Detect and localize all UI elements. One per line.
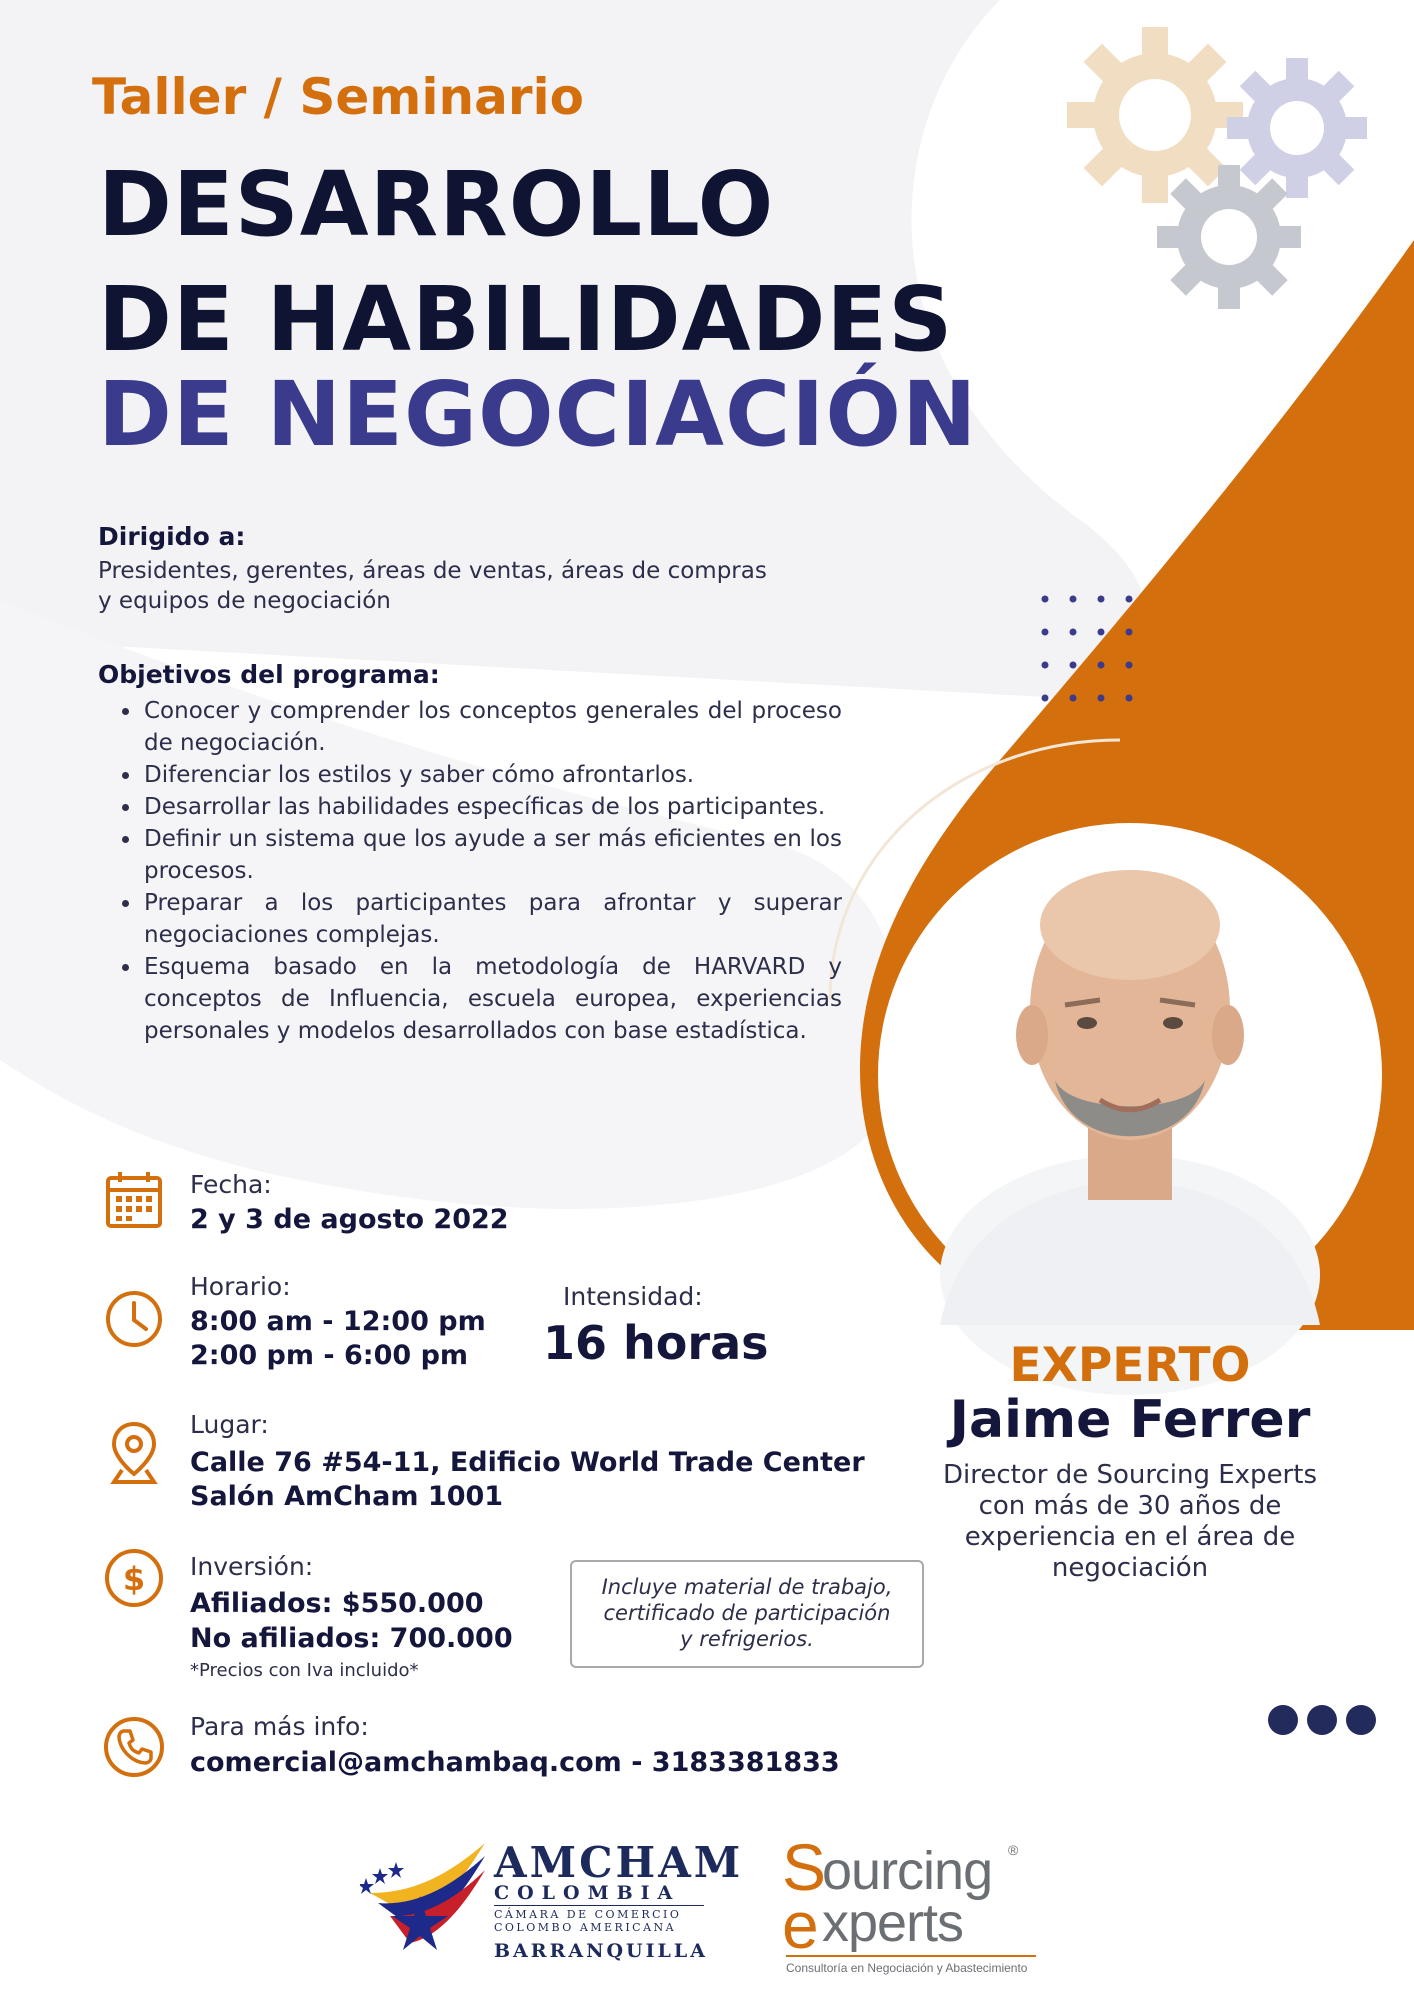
expert-desc-line-4: negociación xyxy=(1051,1553,1209,1583)
gear-icon-grey xyxy=(1157,165,1301,309)
investment-note: *Precios con Iva incluido* xyxy=(190,1660,419,1681)
amcham-sub-1: CÁMARA DE COMERCIO xyxy=(494,1908,682,1921)
expert-portrait xyxy=(878,823,1382,1395)
amcham-name: AMCHAM xyxy=(494,1838,744,1887)
amcham-city: BARRANQUILLA xyxy=(494,1940,708,1962)
date-label: Fecha: xyxy=(190,1170,272,1199)
place-line-2: Salón AmCham 1001 xyxy=(190,1481,504,1512)
audience-line-1: Presidentes, gerentes, áreas de ventas, áreas de compras xyxy=(98,558,767,584)
includes-box xyxy=(570,1560,924,1668)
svg-text:$: $ xyxy=(122,1560,146,1598)
list-item: • Definir un sistema que los ayude a ser más eficientes en los procesos. xyxy=(142,823,842,887)
sourcing-registered: ® xyxy=(1008,1842,1019,1858)
includes-line-2: certificado de participación xyxy=(603,1601,891,1625)
amcham-logo-mark xyxy=(360,1838,490,1958)
expert-desc-line-2: con más de 30 años de xyxy=(978,1491,1282,1521)
expert-desc-line-1: Director de Sourcing Experts xyxy=(943,1460,1317,1490)
calendar-icon xyxy=(102,1168,166,1232)
title-line-3: DE NEGOCIACIÓN xyxy=(98,362,978,466)
svg-text:S: S xyxy=(782,1836,827,1904)
dollar-icon xyxy=(102,1546,166,1610)
sourcing-word: ourcing xyxy=(822,1841,993,1901)
includes-line-3: y refrigerios. xyxy=(680,1627,814,1651)
title-line-1: DESARROLLO xyxy=(98,152,775,256)
list-item: • Preparar a los participantes para afrontar y superar negociaciones complejas. xyxy=(142,887,842,951)
schedule-line-2: 2:00 pm - 6:00 pm xyxy=(190,1340,469,1371)
sourcing-divider xyxy=(786,1955,1036,1957)
place-label: Lugar: xyxy=(190,1410,269,1439)
location-pin-icon xyxy=(102,1420,166,1484)
list-item: • Diferenciar los estilos y saber cómo afrontarlos. xyxy=(142,759,842,791)
place-line-1: Calle 76 #54-11, Edificio World Trade Center xyxy=(190,1447,865,1478)
svg-text:e: e xyxy=(782,1888,819,1956)
intensity-label: Intensidad: xyxy=(563,1282,703,1311)
clock-icon xyxy=(102,1287,166,1351)
expert-name: Jaime Ferrer xyxy=(949,1390,1311,1450)
gear-icon-orange xyxy=(1067,27,1243,203)
date-value: 2 y 3 de agosto 2022 xyxy=(190,1204,509,1235)
list-item: • Conocer y comprender los conceptos generales del proceso de negociación. xyxy=(142,695,842,759)
experts-word: xperts xyxy=(822,1893,964,1953)
amcham-sub-2: COLOMBO AMERICANA xyxy=(494,1921,677,1934)
expert-description xyxy=(920,1460,1340,1584)
title-line-2: DE HABILIDADES xyxy=(98,267,954,371)
investment-affiliates: Afiliados: $550.000 xyxy=(190,1588,484,1619)
schedule-line-1: 8:00 am - 12:00 pm xyxy=(190,1306,486,1337)
list-item: • Desarrollar las habilidades específicas de los participantes. xyxy=(142,791,842,823)
objectives-label: Objetivos del programa: xyxy=(98,660,440,689)
objectives-list xyxy=(100,695,842,1047)
expert-heading: EXPERTO xyxy=(1009,1338,1251,1393)
intensity-value: 16 horas xyxy=(543,1316,769,1370)
investment-non-affiliates: No afiliados: 700.000 xyxy=(190,1623,513,1654)
contact-label: Para más info: xyxy=(190,1712,369,1741)
phone-icon xyxy=(102,1715,166,1779)
audience-label: Dirigido a: xyxy=(98,522,246,551)
expert-desc-line-3: experiencia en el área de xyxy=(964,1522,1296,1552)
gear-icon-lavender xyxy=(1227,58,1367,198)
schedule-label: Horario: xyxy=(190,1272,291,1301)
includes-line-1: Incluye material de trabajo, xyxy=(601,1575,893,1599)
contact-value[interactable]: comercial@amchambaq.com - 3183381833 xyxy=(190,1747,840,1778)
subtitle: Taller / Seminario xyxy=(92,68,584,126)
list-item: • Esquema basado en la metodología de HARVARD y conceptos de Influencia, escuela europea, experiencias personales y modelos desarrollados con base estadística. xyxy=(142,951,842,1047)
investment-label: Inversión: xyxy=(190,1552,314,1581)
sourcing-tagline: Consultoría en Negociación y Abastecimiento xyxy=(786,1961,1028,1975)
amcham-divider xyxy=(494,1905,704,1906)
three-dots xyxy=(1268,1705,1376,1735)
audience-line-2: y equipos de negociación xyxy=(98,588,391,614)
amcham-country: COLOMBIA xyxy=(494,1882,681,1904)
